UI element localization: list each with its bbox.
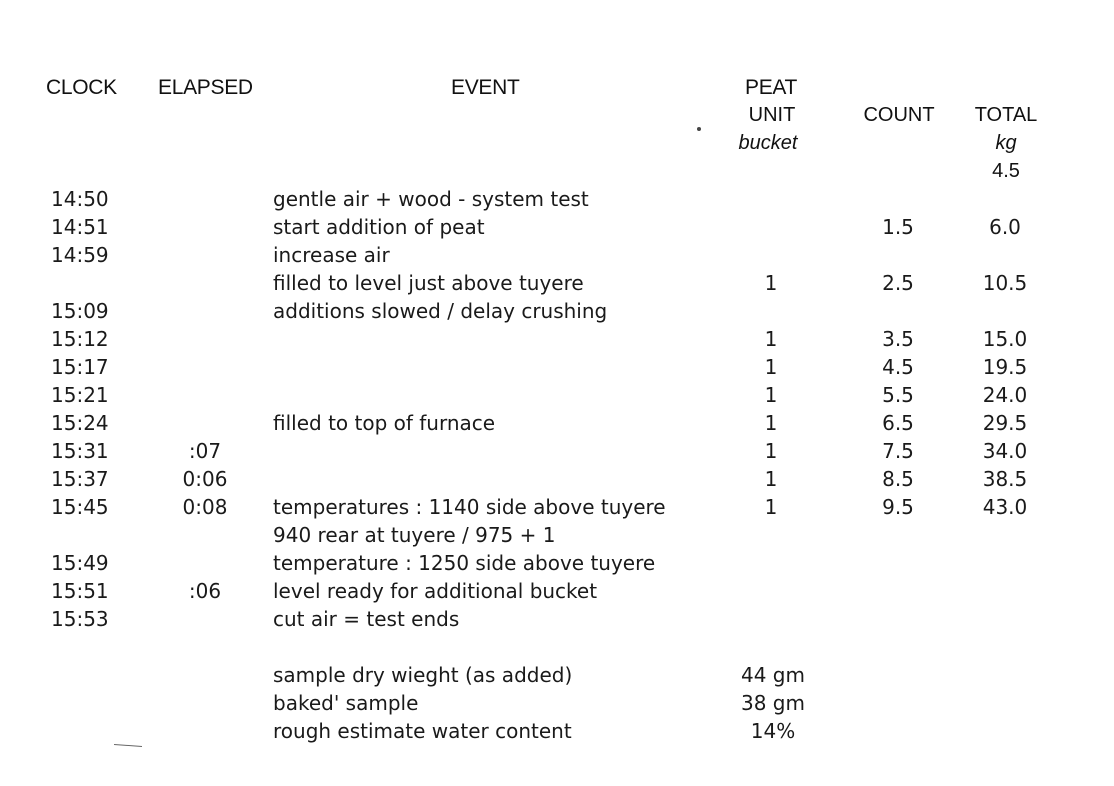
row-total: 10.5 <box>982 271 1028 295</box>
row-clock: 15:17 <box>51 355 109 379</box>
row-count: 7.5 <box>882 439 914 463</box>
row-count: 9.5 <box>882 495 914 519</box>
row-peat-unit: 1 <box>764 355 778 379</box>
row-event: temperatures : 1140 side above tuyere <box>273 495 666 519</box>
sample-label: rough estimate water content <box>273 719 572 743</box>
row-count: 3.5 <box>882 327 914 351</box>
row-total: 24.0 <box>982 383 1028 407</box>
row-count: 8.5 <box>882 467 914 491</box>
row-event: filled to top of furnace <box>273 411 496 435</box>
row-event: gentle air + wood - system test <box>273 187 589 211</box>
header-clock: CLOCK <box>46 76 117 99</box>
row-elapsed: 0:08 <box>182 495 228 519</box>
row-peat-unit: 1 <box>764 383 778 407</box>
row-total: 34.0 <box>982 439 1028 463</box>
header-total: TOTAL <box>974 104 1038 126</box>
row-clock: 15:21 <box>51 383 109 407</box>
row-event: temperature : 1250 side above tuyere <box>273 551 656 575</box>
row-count: 2.5 <box>882 271 914 295</box>
sample-value: 44 gm <box>741 663 805 687</box>
row-clock: 15:12 <box>51 327 109 351</box>
row-event: cut air = test ends <box>273 607 460 631</box>
header-peat: PEAT <box>745 76 798 99</box>
row-count: 1.5 <box>882 215 914 239</box>
row-elapsed: :07 <box>188 439 222 463</box>
row-peat-unit: 1 <box>764 467 778 491</box>
row-elapsed: 0:06 <box>182 467 228 491</box>
row-clock: 15:45 <box>51 495 109 519</box>
row-clock: 15:09 <box>51 299 109 323</box>
row-total: 29.5 <box>982 411 1028 435</box>
row-total: 6.0 <box>989 215 1021 239</box>
row-total: 43.0 <box>982 495 1028 519</box>
row-total: 15.0 <box>982 327 1028 351</box>
row-count: 4.5 <box>882 355 914 379</box>
row-clock: 15:53 <box>51 607 109 631</box>
row-count: 6.5 <box>882 411 914 435</box>
row-event: 940 rear at tuyere / 975 + 1 <box>273 523 556 547</box>
row-peat-unit: 1 <box>764 327 778 351</box>
row-event: additions slowed / delay crushing <box>273 299 608 323</box>
sample-value: 14% <box>750 719 796 743</box>
row-clock: 14:51 <box>51 215 109 239</box>
header-unit: UNIT <box>748 104 796 126</box>
row-peat-unit: 1 <box>764 411 778 435</box>
row-clock: 14:59 <box>51 243 109 267</box>
sample-label: baked' sample <box>273 691 419 715</box>
sample-value: 38 gm <box>741 691 805 715</box>
header-event: EVENT <box>451 76 520 99</box>
row-peat-unit: 1 <box>764 495 778 519</box>
row-clock: 15:37 <box>51 467 109 491</box>
header-unit-sub: bucket <box>738 132 798 154</box>
row-peat-unit: 1 <box>764 271 778 295</box>
row-elapsed: :06 <box>188 579 222 603</box>
row-clock: 15:51 <box>51 579 109 603</box>
header-total-sub: kg <box>995 132 1017 154</box>
row-clock: 15:49 <box>51 551 109 575</box>
scan-speck <box>697 127 701 131</box>
row-clock: 14:50 <box>51 187 109 211</box>
row-count: 5.5 <box>882 383 914 407</box>
row-clock: 15:31 <box>51 439 109 463</box>
scan-mark <box>114 744 142 747</box>
row-peat-unit: 1 <box>764 439 778 463</box>
row-clock: 15:24 <box>51 411 109 435</box>
row-total: 19.5 <box>982 355 1028 379</box>
row-total: 38.5 <box>982 467 1028 491</box>
row-event: filled to level just above tuyere <box>273 271 584 295</box>
row-event: increase air <box>273 243 390 267</box>
row-event: level ready for additional bucket <box>273 579 598 603</box>
header-count: COUNT <box>863 104 935 126</box>
initial-total: 4.5 <box>992 160 1020 182</box>
row-event: start addition of peat <box>273 215 485 239</box>
sample-label: sample dry wieght (as added) <box>273 663 573 687</box>
header-elapsed: ELAPSED <box>158 76 253 99</box>
